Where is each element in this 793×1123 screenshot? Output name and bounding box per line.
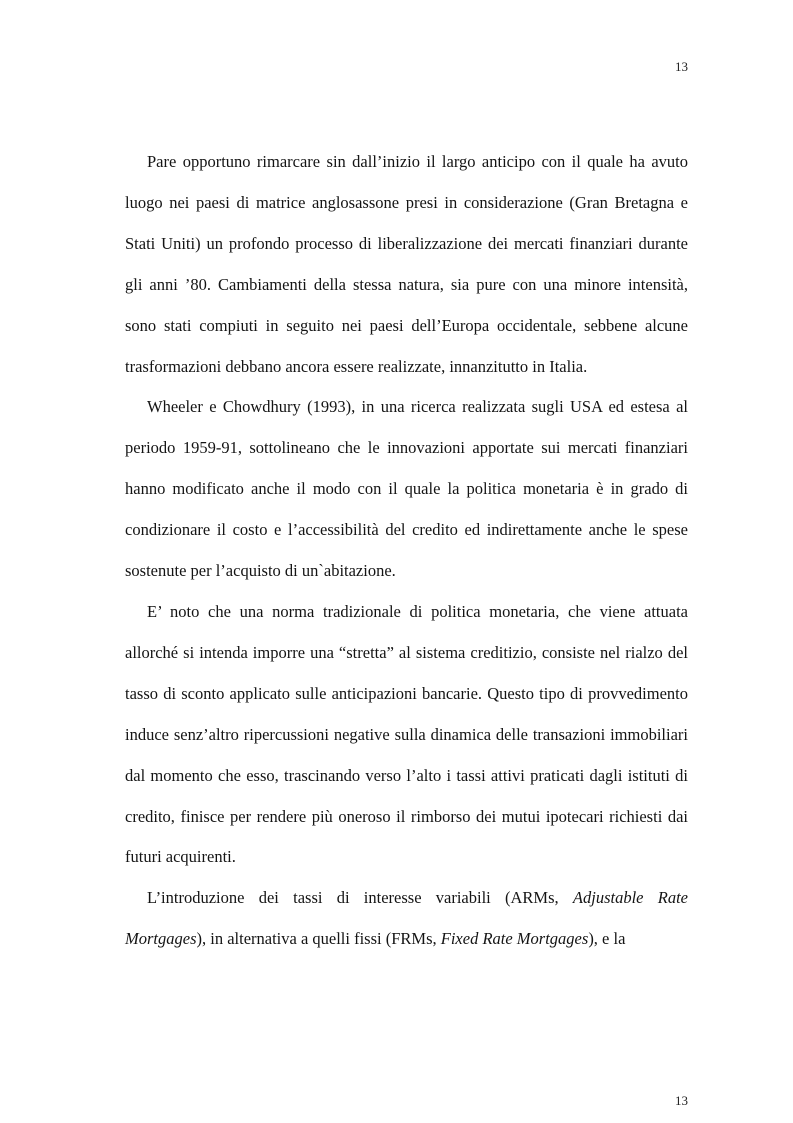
paragraph-4-text-2: ), in alternativa a quelli fissi (FRMs, [196,929,441,949]
paragraph-3: E’ noto che una norma tradizionale di politica monetaria, che viene attuata allorché si intenda imporre una “stretta” al sistema creditizio, consiste nel rialzo del tasso di sconto applicato sulle anticipazioni bancarie. Questo tipo di provvedimento induce senz’altro ripercussioni negative sulla dinamica delle transazioni immobiliari dal momento che esso, trascinando verso l’alto i tassi attivi praticati dagli istituti di credito, finisce per rendere più oneroso il rimborso dei mutui ipotecari richiesti dai futuri acquirenti. [125,601,688,867]
paragraph-4 [125,878,688,960]
paragraph-4-italic-term-2: Fixed Rate Mortgages [440,929,589,949]
paragraph-2: Wheeler e Chowdhury (1993), in una ricerca realizzata sugli USA ed estesa al periodo 1959-91, sottolineano che le innovazioni apportate sui mercati finanziari hanno modificato anche il modo con il quale la politica monetaria è in grado di condizionare il costo e l’accessibilità del credito ed indirettamente anche le spese sostenute per l’acquisto di un`abitazione. [125,397,688,581]
paragraph-4-italic-term-1: Adjustable Rate Mortgages [125,888,688,949]
paragraph-1: Pare opportuno rimarcare sin dall’inizio il largo anticipo con il quale ha avuto luogo nei paesi di matrice anglosassone presi in considerazione (Gran Bretagna e Stati Uniti) un profondo processo di liberalizzazione dei mercati finanziari durante gli anni ’80. Cambiamenti della stessa natura, sia pure con una minore intensità, sono stati compiuti in seguito nei paesi dell’Europa occidentale, sebbene alcune trasformazioni debbano ancora essere realizzate, innanzitutto in Italia. [125,152,688,376]
page-number-bottom: 13 [675,1093,688,1108]
paragraph-4-text-3: ), e la [588,929,626,949]
paragraph-4-text-1: L’introduzione dei tassi di interesse variabili (ARMs, [147,888,573,908]
document-body [125,142,688,960]
page-number-top: 13 [675,59,688,74]
